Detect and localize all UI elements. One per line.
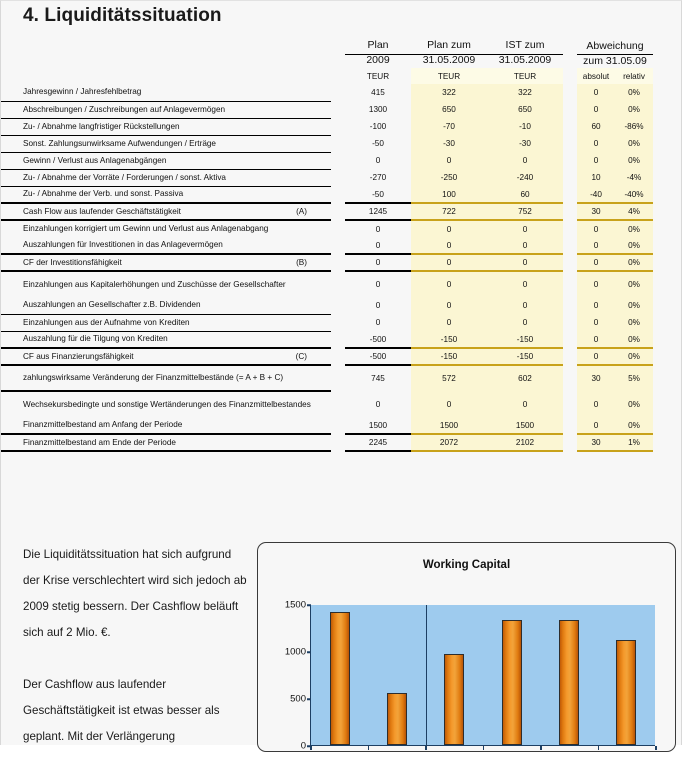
- cell-plan: 2245: [345, 434, 411, 451]
- cell-abweichung-relativ: 0%: [615, 314, 653, 331]
- row-label-text: Einzahlungen aus der Aufnahme von Krediten: [23, 317, 190, 327]
- row-label-text: Jahresgewinn / Jahresfehlbetrag: [23, 87, 142, 97]
- table-row: [1, 348, 653, 365]
- chart-bar: [559, 620, 579, 745]
- chart-x-tick: [425, 746, 427, 750]
- row-label: [1, 84, 331, 101]
- table-row: [1, 152, 653, 169]
- cell-plan: -500: [345, 348, 411, 365]
- row-label-text: Wechsekursbedingte und sonstige Wertänderungen des Finanzmittelbestandes: [23, 399, 311, 409]
- cell-ist-zum: 0: [487, 314, 563, 331]
- header-spacer-2: [1, 54, 331, 68]
- column-separator-1: [331, 84, 345, 101]
- cell-plan: 0: [375, 280, 381, 289]
- cell-plan: 0: [375, 240, 381, 250]
- cashflow-table: [1, 39, 653, 452]
- cell-plan-zum: -150: [411, 348, 487, 365]
- cell-ist-zum: -150: [487, 348, 563, 365]
- column-separator-1: [331, 152, 345, 169]
- cell-plan: 745: [371, 374, 385, 383]
- chart-y-tick-mark: [307, 604, 311, 606]
- cell-plan-zum: 572: [411, 365, 487, 391]
- chart-x-tick: [540, 746, 542, 750]
- row-label: [1, 169, 331, 186]
- cell-abweichung-relativ: 0%: [615, 237, 653, 254]
- chart-period-divider: [426, 605, 428, 745]
- column-separator-2: [563, 101, 577, 118]
- cell-ist-zum: 0: [487, 254, 563, 271]
- cell-plan-zum: 2072: [411, 434, 487, 451]
- column-separator-1: [331, 434, 345, 451]
- cell-ist-zum: 0: [487, 152, 563, 169]
- cell-plan: -50: [372, 189, 384, 199]
- cell-ist-zum: -10: [487, 118, 563, 135]
- chart-y-tick-mark: [307, 651, 311, 653]
- cell-abweichung-absolut: 60: [577, 118, 615, 135]
- table-header: [1, 39, 653, 84]
- chart-x-tick: [655, 746, 657, 750]
- row-label-text: Zu- / Abnahme der Vorräte / Forderungen / sonst. Aktiva: [23, 172, 226, 182]
- column-separator-1: [331, 271, 345, 297]
- cell-abweichung-relativ: -86%: [615, 118, 653, 135]
- row-label-text: CF aus Finanzierungsfähigkeit: [23, 351, 134, 361]
- row-label-text: Finanzmittelbestand am Anfang der Periode: [23, 420, 183, 429]
- cell-abweichung-absolut: 0: [577, 254, 615, 271]
- cell-plan-zum: 722: [411, 203, 487, 220]
- header-istzum-sub: 31.05.2009: [498, 54, 552, 67]
- cell-plan-zum: 0: [411, 254, 487, 271]
- row-label: [1, 391, 331, 417]
- cashflow-table-container: [1, 39, 683, 452]
- cell-ist-zum: 752: [487, 203, 563, 220]
- cell-abweichung-absolut: 0: [577, 237, 615, 254]
- header-unit-ist: TEUR: [487, 68, 563, 84]
- row-label: [1, 365, 331, 391]
- page-title: 4. Liquiditätssituation: [23, 5, 222, 26]
- column-separator-2b: [563, 54, 577, 68]
- cell-abweichung-absolut: 30: [577, 365, 615, 391]
- cell-plan: -500: [369, 334, 387, 344]
- column-separator-2: [563, 152, 577, 169]
- column-separator-1: [331, 254, 345, 271]
- column-separator-2: [563, 254, 577, 271]
- cell-plan-zum: 0: [411, 314, 487, 331]
- column-separator-2: [563, 348, 577, 365]
- row-label-text: Zu- / Abnahme der Verb. und sonst. Passiva: [23, 189, 184, 199]
- cell-abweichung-relativ: -40%: [615, 186, 653, 203]
- header-abweichung-sub: zum 31.05.09: [583, 55, 647, 68]
- cell-plan-zum: 0: [411, 297, 487, 314]
- cell-abweichung-relativ: -4%: [615, 169, 653, 186]
- row-label: [1, 314, 331, 331]
- cell-abweichung-absolut: 0: [577, 348, 615, 365]
- cell-ist-zum: 0: [487, 220, 563, 237]
- row-label-text: Zu- / Abnahme langfristiger Rückstellungen: [23, 121, 180, 131]
- cell-plan: -100: [369, 122, 387, 131]
- row-label: [1, 348, 331, 365]
- column-separator-1: [331, 101, 345, 118]
- column-separator-1: [331, 118, 345, 135]
- table-row: [1, 203, 653, 220]
- header-spacer: [1, 39, 331, 54]
- cell-abweichung-relativ: 0%: [615, 271, 653, 297]
- table-row: [1, 101, 653, 118]
- cell-abweichung-absolut: 0: [577, 314, 615, 331]
- table-row: [1, 135, 653, 152]
- cell-plan: 0: [375, 318, 381, 327]
- header-unit-absolut: absolut: [577, 68, 615, 84]
- header-abweichung-group: Abweichung: [577, 39, 653, 54]
- cell-plan: 1500: [368, 420, 388, 430]
- column-separator-1: [331, 186, 345, 203]
- column-separator-1: [331, 314, 345, 331]
- chart-y-tick-label: 500: [290, 693, 306, 705]
- column-separator-2: [563, 331, 577, 348]
- cell-plan-zum: 0: [411, 152, 487, 169]
- chart-x-tick: [483, 746, 485, 750]
- row-label-tag: (C): [295, 351, 307, 361]
- column-separator-2: [563, 135, 577, 152]
- column-separator-1: [331, 135, 345, 152]
- header-planzum-sub: 31.05.2009: [422, 54, 476, 67]
- column-separator-2: [563, 186, 577, 203]
- row-label: [1, 220, 331, 237]
- column-separator-1: [331, 39, 345, 54]
- cell-ist-zum: 322: [487, 84, 563, 101]
- column-separator-1: [331, 297, 345, 314]
- chart-y-tick-label: 1500: [284, 599, 306, 611]
- cell-abweichung-absolut: 10: [577, 169, 615, 186]
- column-separator-2: [563, 365, 577, 391]
- chart-x-tick: [310, 746, 312, 750]
- row-label-tag: (B): [296, 257, 307, 267]
- cell-ist-zum: 0: [487, 391, 563, 417]
- table-row: [1, 365, 653, 391]
- cell-abweichung-relativ: 0%: [615, 220, 653, 237]
- header-unit-plan: TEUR: [366, 71, 390, 81]
- cell-ist-zum: -150: [487, 331, 563, 348]
- cell-abweichung-relativ: 0%: [615, 417, 653, 434]
- row-label: [1, 186, 331, 203]
- cell-ist-zum: 0: [487, 271, 563, 297]
- row-label: [1, 254, 331, 271]
- table-row: [1, 254, 653, 271]
- table-row: [1, 434, 653, 451]
- row-label: [1, 237, 331, 254]
- chart-title: Working Capital: [422, 559, 511, 571]
- header-istzum-group: IST zum: [487, 39, 563, 54]
- column-separator-2: [563, 84, 577, 101]
- column-separator-2: [563, 271, 577, 297]
- column-separator-1: [331, 365, 345, 391]
- row-label-text: zahlungswirksame Veränderung der Finanzmittelbestände (= A + B + C): [23, 373, 284, 382]
- column-separator-1: [331, 237, 345, 254]
- row-label: [1, 434, 331, 451]
- cell-abweichung-absolut: 0: [577, 297, 615, 314]
- row-label-text: CF der Investitionsfähigkeit: [23, 257, 122, 267]
- cell-ist-zum: 602: [487, 365, 563, 391]
- cell-ist-zum: 1500: [487, 417, 563, 434]
- cell-ist-zum: 2102: [487, 434, 563, 451]
- column-separator-2: [563, 220, 577, 237]
- cell-abweichung-relativ: 0%: [615, 297, 653, 314]
- column-separator-2: [563, 169, 577, 186]
- cell-abweichung-absolut: 0: [577, 271, 615, 297]
- cell-plan: 0: [375, 301, 381, 310]
- cell-plan: -270: [369, 173, 387, 182]
- row-label-tag: (A): [296, 206, 307, 216]
- column-separator-1: [331, 417, 345, 434]
- row-label-text: Sonst. Zahlungsunwirksame Aufwendungen / Erträge: [23, 138, 216, 148]
- table-row: [1, 186, 653, 203]
- chart-bars: [311, 605, 655, 745]
- column-separator-1c: [331, 68, 345, 84]
- row-label: [1, 331, 331, 348]
- column-separator-1: [331, 348, 345, 365]
- column-separator-1: [331, 220, 345, 237]
- column-separator-1: [331, 391, 345, 417]
- column-separator-2: [563, 118, 577, 135]
- row-label: [1, 135, 331, 152]
- column-separator-2: [563, 314, 577, 331]
- chart-x-tick: [368, 746, 370, 750]
- chart-bar: [387, 693, 407, 745]
- chart-y-tick-label: 1000: [284, 646, 306, 658]
- header-spacer-3: [1, 68, 331, 84]
- cell-plan-zum: 0: [411, 237, 487, 254]
- row-label-text: Finanzmittelbestand am Ende der Periode: [23, 437, 176, 447]
- chart-bar: [444, 654, 464, 745]
- cell-abweichung-absolut: -40: [577, 186, 615, 203]
- cell-abweichung-absolut: 0: [577, 417, 615, 434]
- cell-abweichung-relativ: 4%: [615, 203, 653, 220]
- header-unit-planzum: TEUR: [411, 68, 487, 84]
- cell-ist-zum: 0: [487, 297, 563, 314]
- cell-abweichung-relativ: 0%: [615, 254, 653, 271]
- column-separator-2: [563, 39, 577, 54]
- cell-abweichung-absolut: 30: [577, 434, 615, 451]
- cell-abweichung-relativ: 0%: [615, 84, 653, 101]
- commentary-paragraph-1: Die Liquiditätssituation hat sich aufgrund der Krise verschlechtert wird sich jedoch ab 2009 stetig bessern. Der Cashflow beläuft sich auf 2 Mio. €.: [23, 548, 247, 639]
- cell-plan-zum: 0: [411, 271, 487, 297]
- chart-plot-wrap: [284, 599, 655, 752]
- row-label-text: Auszahlungen für Investitionen in das Anlagevermögen: [23, 240, 223, 249]
- row-label-text: Abschreibungen / Zuschreibungen auf Anlagevermögen: [23, 104, 226, 114]
- table-row: [1, 331, 653, 348]
- header-unit-relativ: relativ: [615, 68, 653, 84]
- cell-plan-zum: 0: [411, 220, 487, 237]
- chart-x-ticks: [310, 746, 655, 752]
- cell-plan: 0: [375, 156, 381, 165]
- column-separator-2: [563, 391, 577, 417]
- table-row: [1, 391, 653, 417]
- cell-plan-zum: -30: [411, 135, 487, 152]
- cell-abweichung-absolut: 0: [577, 135, 615, 152]
- commentary-block: [23, 542, 251, 776]
- cell-abweichung-relativ: 0%: [615, 152, 653, 169]
- chart-plot-area: [284, 599, 655, 752]
- column-separator-2: [563, 237, 577, 254]
- chart-bar: [616, 640, 636, 745]
- table-row: [1, 417, 653, 434]
- table-row: [1, 220, 653, 237]
- cell-abweichung-absolut: 0: [577, 391, 615, 417]
- chart-bar: [330, 612, 350, 745]
- header-plan-sub: 2009: [366, 54, 390, 67]
- cell-abweichung-absolut: 0: [577, 152, 615, 169]
- cell-plan: 0: [375, 399, 381, 409]
- cell-abweichung-absolut: 30: [577, 203, 615, 220]
- cell-plan: 0: [345, 254, 411, 271]
- header-plan-group: Plan: [345, 39, 411, 54]
- cell-plan-zum: -250: [411, 169, 487, 186]
- cell-abweichung-relativ: 0%: [615, 391, 653, 417]
- cell-plan: 415: [371, 88, 385, 97]
- table-row: [1, 118, 653, 135]
- row-label-text: Einzahlungen aus Kapitalerhöhungen und Zuschüsse der Gesellschafter: [23, 279, 286, 289]
- cell-abweichung-absolut: 0: [577, 331, 615, 348]
- table-row: [1, 314, 653, 331]
- cell-plan: 1245: [345, 203, 411, 220]
- column-separator-1b: [331, 54, 345, 68]
- row-label: [1, 152, 331, 169]
- chart-y-tick-label: 0: [300, 740, 306, 752]
- column-separator-1: [331, 331, 345, 348]
- cell-abweichung-relativ: 0%: [615, 135, 653, 152]
- cell-plan: 1300: [368, 105, 388, 114]
- column-separator-1: [331, 169, 345, 186]
- cell-ist-zum: 650: [487, 101, 563, 118]
- chart-x-tick: [598, 746, 600, 750]
- table-row: [1, 271, 653, 297]
- cell-abweichung-absolut: 0: [577, 220, 615, 237]
- column-separator-2: [563, 203, 577, 220]
- row-label: [1, 417, 331, 434]
- cell-ist-zum: -30: [487, 135, 563, 152]
- table-row: [1, 297, 653, 314]
- row-label-text: Gewinn / Verlust aus Anlagenabgängen: [23, 155, 167, 165]
- cell-plan-zum: 322: [411, 84, 487, 101]
- row-label: [1, 101, 331, 118]
- row-label: [1, 271, 331, 297]
- row-label-text: Einzahlungen korrigiert um Gewinn und Verlust aus Anlagenabgang: [23, 224, 269, 233]
- chart-y-tick-mark: [307, 698, 311, 700]
- header-planzum-group: Plan zum: [411, 39, 487, 54]
- cell-ist-zum: 0: [487, 237, 563, 254]
- commentary-paragraph-2: Der Cashflow aus laufender Geschäftstätigkeit ist etwas besser als geplant. Mit der Verlängerung: [23, 678, 220, 743]
- cell-abweichung-relativ: 5%: [615, 365, 653, 391]
- cell-plan-zum: 0: [411, 391, 487, 417]
- row-label: [1, 118, 331, 135]
- cell-abweichung-relativ: 0%: [615, 101, 653, 118]
- cell-abweichung-relativ: 1%: [615, 434, 653, 451]
- column-separator-2: [563, 434, 577, 451]
- table-row: [1, 84, 653, 101]
- working-capital-chart: [257, 542, 676, 752]
- column-separator-2: [563, 417, 577, 434]
- cell-abweichung-relativ: 0%: [615, 331, 653, 348]
- cell-plan-zum: -150: [411, 331, 487, 348]
- column-separator-2c: [563, 68, 577, 84]
- cell-plan-zum: -70: [411, 118, 487, 135]
- cell-ist-zum: 60: [487, 186, 563, 203]
- table-row: [1, 237, 653, 254]
- row-label-text: Auszahlung für die Tilgung von Krediten: [23, 334, 168, 344]
- table-body: [1, 84, 653, 451]
- row-label: [1, 203, 331, 220]
- row-label-text: Cash Flow aus laufender Geschäftstätigkeit: [23, 206, 181, 216]
- column-separator-1: [331, 203, 345, 220]
- cell-abweichung-absolut: 0: [577, 84, 615, 101]
- cell-abweichung-absolut: 0: [577, 101, 615, 118]
- cell-plan: -50: [372, 139, 384, 148]
- row-label: [1, 297, 331, 314]
- row-label-text: Auszahlungen an Gesellschafter z.B. Dividenden: [23, 300, 201, 310]
- cell-abweichung-relativ: 0%: [615, 348, 653, 365]
- cell-plan: 0: [375, 224, 381, 234]
- column-separator-2: [563, 297, 577, 314]
- cell-plan-zum: 1500: [411, 417, 487, 434]
- cell-ist-zum: -240: [487, 169, 563, 186]
- chart-bar: [502, 620, 522, 745]
- table-row: [1, 169, 653, 186]
- cell-plan-zum: 650: [411, 101, 487, 118]
- cell-plan-zum: 100: [411, 186, 487, 203]
